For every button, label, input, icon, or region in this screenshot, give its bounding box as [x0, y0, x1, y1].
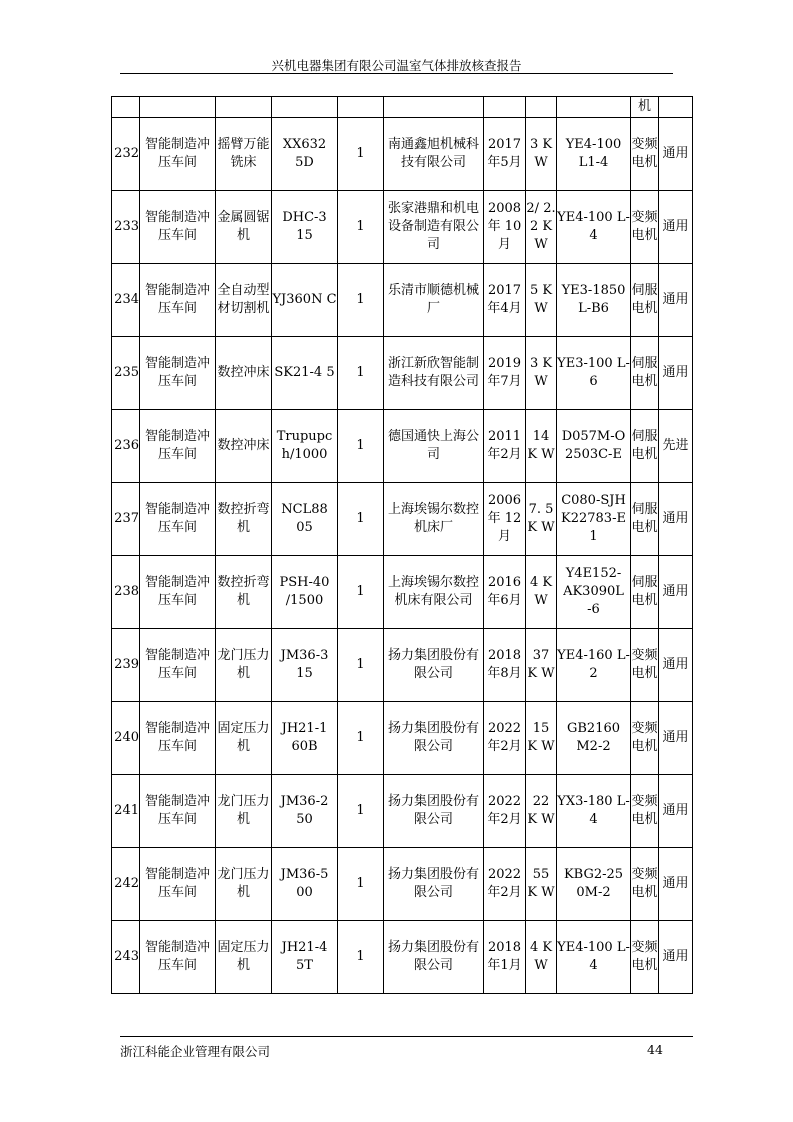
- cell-motor-type: 变频电机: [631, 921, 659, 994]
- cell-power: 7. 5 K W: [526, 483, 557, 556]
- cell-purchase-date: 2022年2月: [484, 702, 526, 775]
- cell-level: 通用: [659, 775, 693, 848]
- cell-motor-type: 伺服电机: [631, 410, 659, 483]
- cell-model: PSH-40 /1500: [272, 556, 338, 629]
- cell-no: 242: [112, 848, 140, 921]
- cell-motor-model: GB2160 M2-2: [557, 702, 631, 775]
- cell-power: 37 K W: [526, 629, 557, 702]
- cell-quantity: 1: [338, 921, 384, 994]
- cell-purchase-date: 2011年2月: [484, 410, 526, 483]
- cell-model: XX632 5D: [272, 118, 338, 191]
- cell-motor-type: 伺服电机: [631, 264, 659, 337]
- cell-equipment-name: 数控冲床: [216, 410, 272, 483]
- cell-equipment-name: 全自动型材切割机: [216, 264, 272, 337]
- cell-level: 先进: [659, 410, 693, 483]
- cell-department: 智能制造冲压车间: [140, 191, 216, 264]
- cell-equipment-name: 固定压力机: [216, 921, 272, 994]
- cell-no: 233: [112, 191, 140, 264]
- cell-department: 智能制造冲压车间: [140, 556, 216, 629]
- cell-motor-type: 变频电机: [631, 629, 659, 702]
- cell-level: 通用: [659, 702, 693, 775]
- cell-department: 智能制造冲压车间: [140, 483, 216, 556]
- table-row: [112, 629, 693, 702]
- cell-equipment-name: 龙门压力机: [216, 629, 272, 702]
- cell-quantity: 1: [338, 556, 384, 629]
- cell-purchase-date: 2006年 12月: [484, 483, 526, 556]
- cell-quantity: 1: [338, 410, 384, 483]
- cell-equipment-name: 固定压力机: [216, 702, 272, 775]
- cell-quantity: 1: [338, 848, 384, 921]
- cell-department: 智能制造冲压车间: [140, 410, 216, 483]
- cell-power: 55 K W: [526, 848, 557, 921]
- cell-level: 通用: [659, 921, 693, 994]
- cell-manufacturer: 扬力集团股份有限公司: [384, 702, 484, 775]
- cell-model: JM36-5 00: [272, 848, 338, 921]
- page-number: 44: [647, 1042, 663, 1057]
- cell-motor-model: YE3-100 L-6: [557, 337, 631, 410]
- cell-power: 15 K W: [526, 702, 557, 775]
- cell-manufacturer: 扬力集团股份有限公司: [384, 848, 484, 921]
- cell-purchase-date: 2008年 10月: [484, 191, 526, 264]
- cell-power: 22 K W: [526, 775, 557, 848]
- cell-power: 3 K W: [526, 118, 557, 191]
- cell-no: 240: [112, 702, 140, 775]
- table-row: [112, 264, 693, 337]
- cell-purchase-date: 2017年5月: [484, 118, 526, 191]
- cell-equipment-name: 龙门压力机: [216, 848, 272, 921]
- cell-model: NCL88 05: [272, 483, 338, 556]
- cell-level: 通用: [659, 337, 693, 410]
- cell-no: 235: [112, 337, 140, 410]
- cell-no: 236: [112, 410, 140, 483]
- cell-purchase-date: 2019年7月: [484, 337, 526, 410]
- cell-quantity: 1: [338, 483, 384, 556]
- cell-no: 243: [112, 921, 140, 994]
- cell-no: 239: [112, 629, 140, 702]
- cell-motor-type: 伺服电机: [631, 483, 659, 556]
- cell-quantity: 1: [338, 629, 384, 702]
- cell-motor-type: 变频电机: [631, 191, 659, 264]
- cell-level: 通用: [659, 629, 693, 702]
- cell-level: 通用: [659, 264, 693, 337]
- cell-motor-model: YE4-100 L-4: [557, 921, 631, 994]
- cell-equipment-name: 数控冲床: [216, 337, 272, 410]
- header-divider: [120, 73, 673, 74]
- cell-quantity: 1: [338, 118, 384, 191]
- table-row: [112, 118, 693, 191]
- cell-power: 4 K W: [526, 921, 557, 994]
- cell-motor: 机: [631, 97, 659, 118]
- cell-level: 通用: [659, 556, 693, 629]
- cell-department: 智能制造冲压车间: [140, 629, 216, 702]
- cell-department: 智能制造冲压车间: [140, 337, 216, 410]
- cell-level: 通用: [659, 483, 693, 556]
- cell-purchase-date: 2017年4月: [484, 264, 526, 337]
- cell-manufacturer: 上海埃锡尔数控机床有限公司: [384, 556, 484, 629]
- cell-no: 241: [112, 775, 140, 848]
- cell-department: 智能制造冲压车间: [140, 264, 216, 337]
- table-row: [112, 483, 693, 556]
- report-header-title: 兴机电器集团有限公司温室气体排放核查报告: [271, 58, 522, 73]
- cell-no: 237: [112, 483, 140, 556]
- cell-equipment-name: 数控折弯机: [216, 483, 272, 556]
- cell-level: 通用: [659, 191, 693, 264]
- cell-quantity: 1: [338, 264, 384, 337]
- cell-department: 智能制造冲压车间: [140, 775, 216, 848]
- cell-department: 智能制造冲压车间: [140, 118, 216, 191]
- cell-no: 238: [112, 556, 140, 629]
- cell-motor-type: 变频电机: [631, 848, 659, 921]
- cell-level: 通用: [659, 118, 693, 191]
- cell-motor-type: 伺服电机: [631, 556, 659, 629]
- cell-motor-model: C080-SJH K22783-E 1: [557, 483, 631, 556]
- cell-equipment-name: 摇臂万能铣床: [216, 118, 272, 191]
- table-row: [112, 191, 693, 264]
- cell-equipment-name: 龙门压力机: [216, 775, 272, 848]
- cell-power: 3 K W: [526, 337, 557, 410]
- cell-department: 智能制造冲压车间: [140, 921, 216, 994]
- cell-motor-model: KBG2-25 0M-2: [557, 848, 631, 921]
- cell-motor-model: D057M-O 2503C-E: [557, 410, 631, 483]
- cell-no: 232: [112, 118, 140, 191]
- cell-motor-model: Y4E152- AK3090L -6: [557, 556, 631, 629]
- cell-model: SK21-4 5: [272, 337, 338, 410]
- cell-motor-type: 变频电机: [631, 775, 659, 848]
- cell-model: JM36-2 50: [272, 775, 338, 848]
- cell-model: JH21-1 60B: [272, 702, 338, 775]
- cell-power: 2/ 2. 2 K W: [526, 191, 557, 264]
- cell-level: 通用: [659, 848, 693, 921]
- cell-model: Trupupc h/1000: [272, 410, 338, 483]
- cell-motor-type: 变频电机: [631, 118, 659, 191]
- cell-purchase-date: 2022年2月: [484, 775, 526, 848]
- table-row-continued: [112, 97, 693, 118]
- cell-motor-type: 变频电机: [631, 702, 659, 775]
- table-row: [112, 702, 693, 775]
- cell-motor-model: YX3-180 L-4: [557, 775, 631, 848]
- cell-motor-model: YE4-160 L-2: [557, 629, 631, 702]
- footer-company: 浙江科能企业管理有限公司: [120, 1044, 271, 1059]
- cell-model: JM36-3 15: [272, 629, 338, 702]
- table-row: [112, 556, 693, 629]
- cell-model: DHC-3 15: [272, 191, 338, 264]
- cell-quantity: 1: [338, 702, 384, 775]
- table-row: [112, 921, 693, 994]
- cell-purchase-date: 2018年1月: [484, 921, 526, 994]
- cell-quantity: 1: [338, 775, 384, 848]
- table-row: [112, 410, 693, 483]
- cell-motor-model: YE3-1850 L-B6: [557, 264, 631, 337]
- cell-equipment-name: 金属圆锯机: [216, 191, 272, 264]
- cell-manufacturer: 上海埃锡尔数控机床厂: [384, 483, 484, 556]
- cell-model: JH21-4 5T: [272, 921, 338, 994]
- cell-purchase-date: 2016年6月: [484, 556, 526, 629]
- cell-motor-model: YE4-100 L-4: [557, 191, 631, 264]
- cell-manufacturer: 南通鑫旭机械科技有限公司: [384, 118, 484, 191]
- cell-department: 智能制造冲压车间: [140, 702, 216, 775]
- table-row: [112, 775, 693, 848]
- cell-manufacturer: 扬力集团股份有限公司: [384, 775, 484, 848]
- cell-motor-type: 伺服电机: [631, 337, 659, 410]
- table-row: [112, 848, 693, 921]
- cell-power: 14 K W: [526, 410, 557, 483]
- footer-divider: [120, 1036, 693, 1037]
- cell-no: 234: [112, 264, 140, 337]
- equipment-table: [111, 96, 693, 994]
- cell-power: 5 K W: [526, 264, 557, 337]
- table-row: [112, 337, 693, 410]
- cell-quantity: 1: [338, 337, 384, 410]
- cell-manufacturer: 浙江新欣智能制造科技有限公司: [384, 337, 484, 410]
- cell-manufacturer: 德国通快上海公司: [384, 410, 484, 483]
- cell-manufacturer: 扬力集团股份有限公司: [384, 921, 484, 994]
- cell-quantity: 1: [338, 191, 384, 264]
- cell-equipment-name: 数控折弯机: [216, 556, 272, 629]
- cell-model: YJ360N C: [272, 264, 338, 337]
- cell-purchase-date: 2022年2月: [484, 848, 526, 921]
- cell-motor-model: YE4-100 L1-4: [557, 118, 631, 191]
- cell-manufacturer: 扬力集团股份有限公司: [384, 629, 484, 702]
- cell-purchase-date: 2018年8月: [484, 629, 526, 702]
- cell-power: 4 K W: [526, 556, 557, 629]
- cell-manufacturer: 张家港鼎和机电设备制造有限公司: [384, 191, 484, 264]
- cell-manufacturer: 乐清市顺德机械厂: [384, 264, 484, 337]
- cell-department: 智能制造冲压车间: [140, 848, 216, 921]
